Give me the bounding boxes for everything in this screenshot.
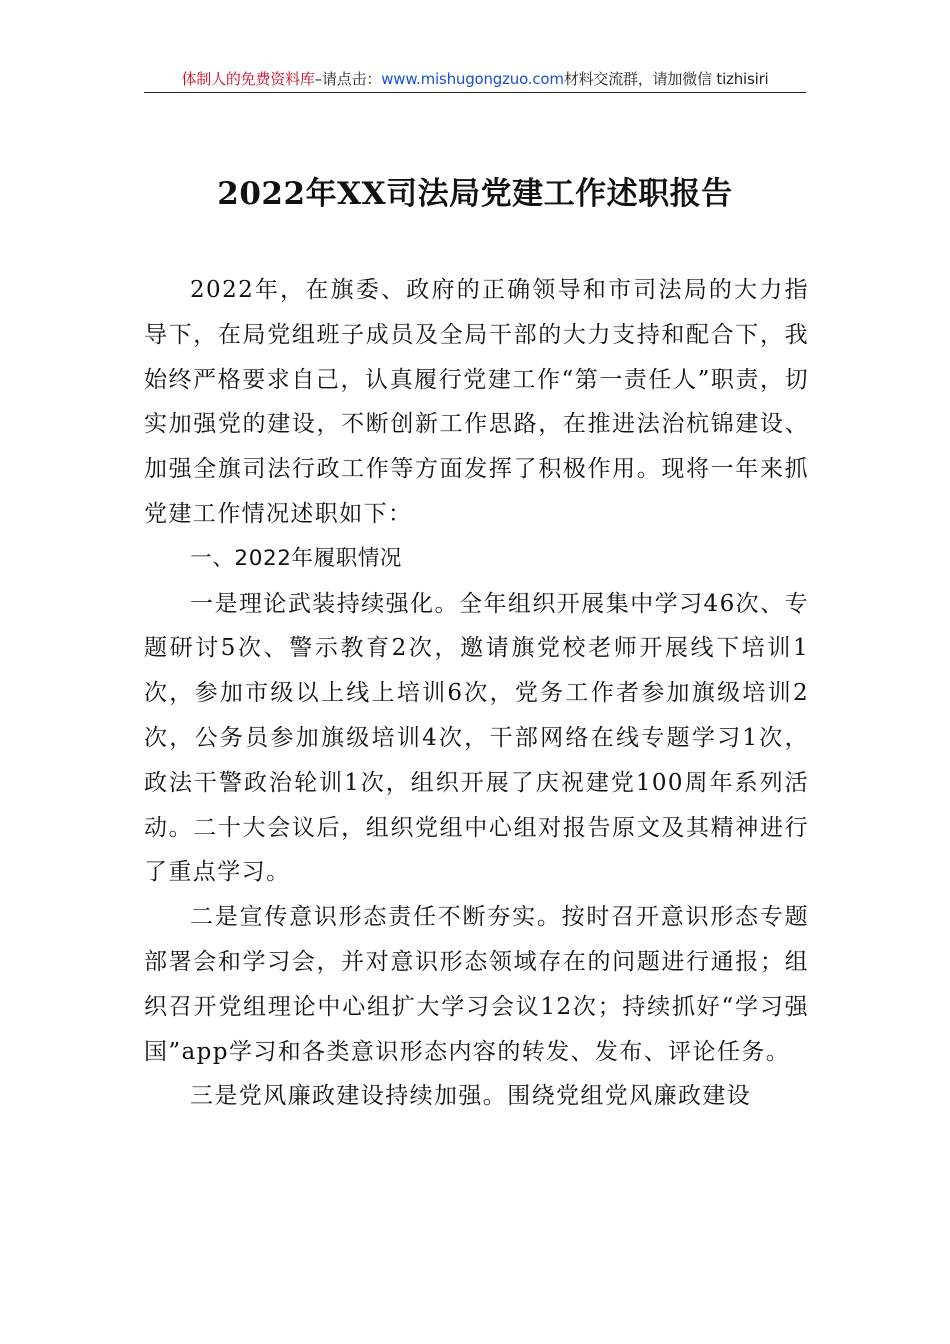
page-header	[144, 68, 806, 93]
header-prompt: –请点击：	[314, 70, 382, 88]
body-paragraph-theory: 一是理论武装持续强化。全年组织开展集中学习46次、专题研讨5次、警示教育2次，邀请旗党校老师开展线下培训1次，参加市级以上线上培训6次，党务工作者参加旗级培训2次，公务员参加旗级培训4次，干部网络在线专题学习1次，政法干警政治轮训1次，组织开展了庆祝建党100周年系列活动。二十大会议后，组织党组中心组对报告原文及其精神进行了重点学习。	[144, 590, 809, 886]
body-paragraph-integrity: 三是党风廉政建设持续加强。围绕党组党风廉政建设	[190, 1083, 752, 1110]
document-body	[144, 268, 809, 1119]
intro-paragraph: 2022年，在旗委、政府的正确领导和市司法局的大力指导下，在局党组班子成员及全局干部的大力支持和配合下，我始终严格要求自己，认真履行党建工作“第一责任人”职责，切实加强党的建设，不断创新工作思路，在推进法治杭锦建设、加强全旗司法行政工作等方面发挥了积极作用。现将一年来抓党建工作情况述职如下：	[144, 277, 809, 527]
header-note: 材料交流群，请加微信 tizhisiri	[563, 70, 769, 88]
section-heading: 一、2022年履职情况	[190, 545, 403, 571]
body-paragraph-ideology: 二是宣传意识形态责任不断夯实。按时召开意识形态专题部署会和学习会，并对意识形态领域存在的问题进行通报；组织召开党组理论中心组扩大学习会议12次；持续抓好“学习强国”app学习和各类意识形态内容的转发、发布、评论任务。	[144, 904, 809, 1065]
header-brand: 体制人的免费资料库	[181, 70, 315, 88]
header-link[interactable]: www.mishugongzuo.com	[381, 70, 564, 88]
document-title: 2022年XX司法局党建工作述职报告	[217, 176, 733, 212]
